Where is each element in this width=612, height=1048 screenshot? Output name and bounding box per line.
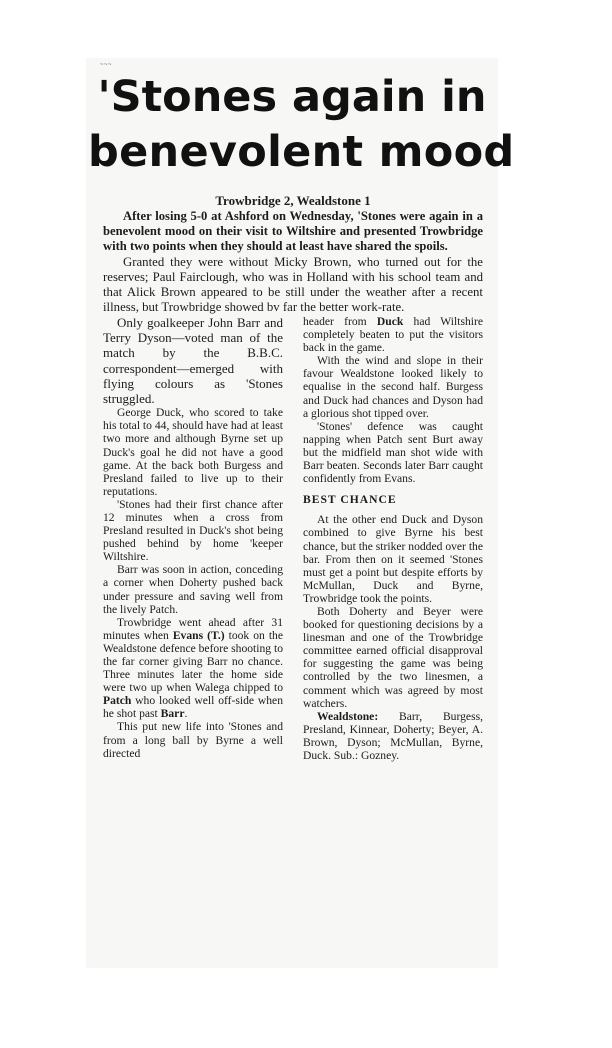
paragraph: Barr was soon in action, conceding a corner when Doherty pushed back under pressure and saving well from the lively Patch.: [103, 563, 283, 616]
article-columns: [103, 315, 483, 762]
player-name-bold: Patch: [103, 694, 132, 708]
text-run: had Wiltshire completely beaten to put the visitors back in the game.: [303, 315, 483, 355]
paragraph: This put new life into 'Stones and from a long ball by Byrne a well directed: [103, 720, 283, 760]
headline-line-1: 'Stones again in: [97, 72, 487, 122]
text-run: header from: [303, 315, 377, 328]
paragraph: Only goalkeeper John Barr and Terry Dyson—voted man of the match by the B.B.C. correspondent—emerged with flying colours as 'Stones struggled.: [103, 315, 283, 407]
text-run: who looked well off-side when he shot past: [103, 694, 283, 721]
article-body: [103, 193, 483, 762]
text-run: took on the Wealdstone defence before shooting to the far corner giving Barr no chance. Three minutes later the home side were two up when Walega chipped to: [103, 628, 283, 695]
subheading-best-chance: BEST CHANCE: [303, 493, 397, 507]
team-list: Barr, Burgess, Presland, Kinnear, Doherty; Beyer, A. Brown, Dyson; McMullan, Byrne, Duck. Sub.: Gozney.: [303, 709, 483, 762]
paragraph: 'Stones had their first chance after 12 minutes when a cross from Presland resulted in Duck's shot being pushed behind by home 'keeper Wiltshire.: [103, 497, 283, 564]
paragraph: [303, 315, 483, 354]
player-name-bold: Duck: [376, 315, 404, 328]
team-lineup: [303, 710, 483, 762]
paragraph: With the wind and slope in their favour Wealdstone looked likely to equalise in the second half. Burgess and Duck had chances and Dyson had a glorious shot tipped over.: [303, 354, 483, 420]
column-right: [303, 315, 483, 762]
paragraph: At the other end Duck and Dyson combined to give Byrne his best chance, but the striker nodded over the bar. From then on it seemed 'Stones must get a point but despite efforts by McMullan, Duck and Byrne, Trowbridge took the points.: [303, 513, 483, 605]
player-name-bold: Barr: [160, 707, 185, 721]
headline: [88, 70, 515, 180]
paragraph: George Duck, who scored to take his total to 44, should have had at least two more and although Byrne set up Duck's goal he did not have a good game. At the back both Burgess and Presland failed to live up to their reputations.: [103, 406, 283, 498]
player-name-bold: Evans (T.): [172, 628, 225, 642]
paragraph: Both Doherty and Beyer were booked for questioning decisions by a linesman and one of the Trowbridge committee earned official disapproval for suggesting the game was being controlled by the two linesmen, a comment which was agreed by most watchers.: [303, 604, 483, 710]
column-left: [103, 315, 283, 762]
text-run: Trowbridge went ahead after 31 minutes when: [103, 615, 283, 642]
paragraph: [103, 616, 283, 721]
paragraph: 'Stones' defence was caught napping when Patch sent Burt away but the midfield man shot wide with Barr beaten. Seconds later Barr caught confidently from Evans.: [303, 419, 483, 486]
headline-line-2: benevolent mood: [88, 127, 515, 177]
team-label: Wealdstone:: [317, 709, 379, 723]
corner-mark: ~~~: [100, 62, 113, 68]
text-run: .: [184, 707, 188, 721]
lead-paragraph: After losing 5-0 at Ashford on Wednesday, 'Stones were again in a benevolent mood on their visit to Wiltshire and presented Trowbridge with two points when they should at least have shared the spoils.: [103, 209, 483, 253]
full-width-paragraph: Granted they were without Micky Brown, who turned out for the reserves; Paul Fairclough, who was in Holland with his school team and that Alick Brown appeared to be still under the weather after a recent illness, but Trowbridge showed bv far the better work-rate.: [103, 255, 483, 314]
match-score-byline: Trowbridge 2, Wealdstone 1: [215, 193, 371, 208]
